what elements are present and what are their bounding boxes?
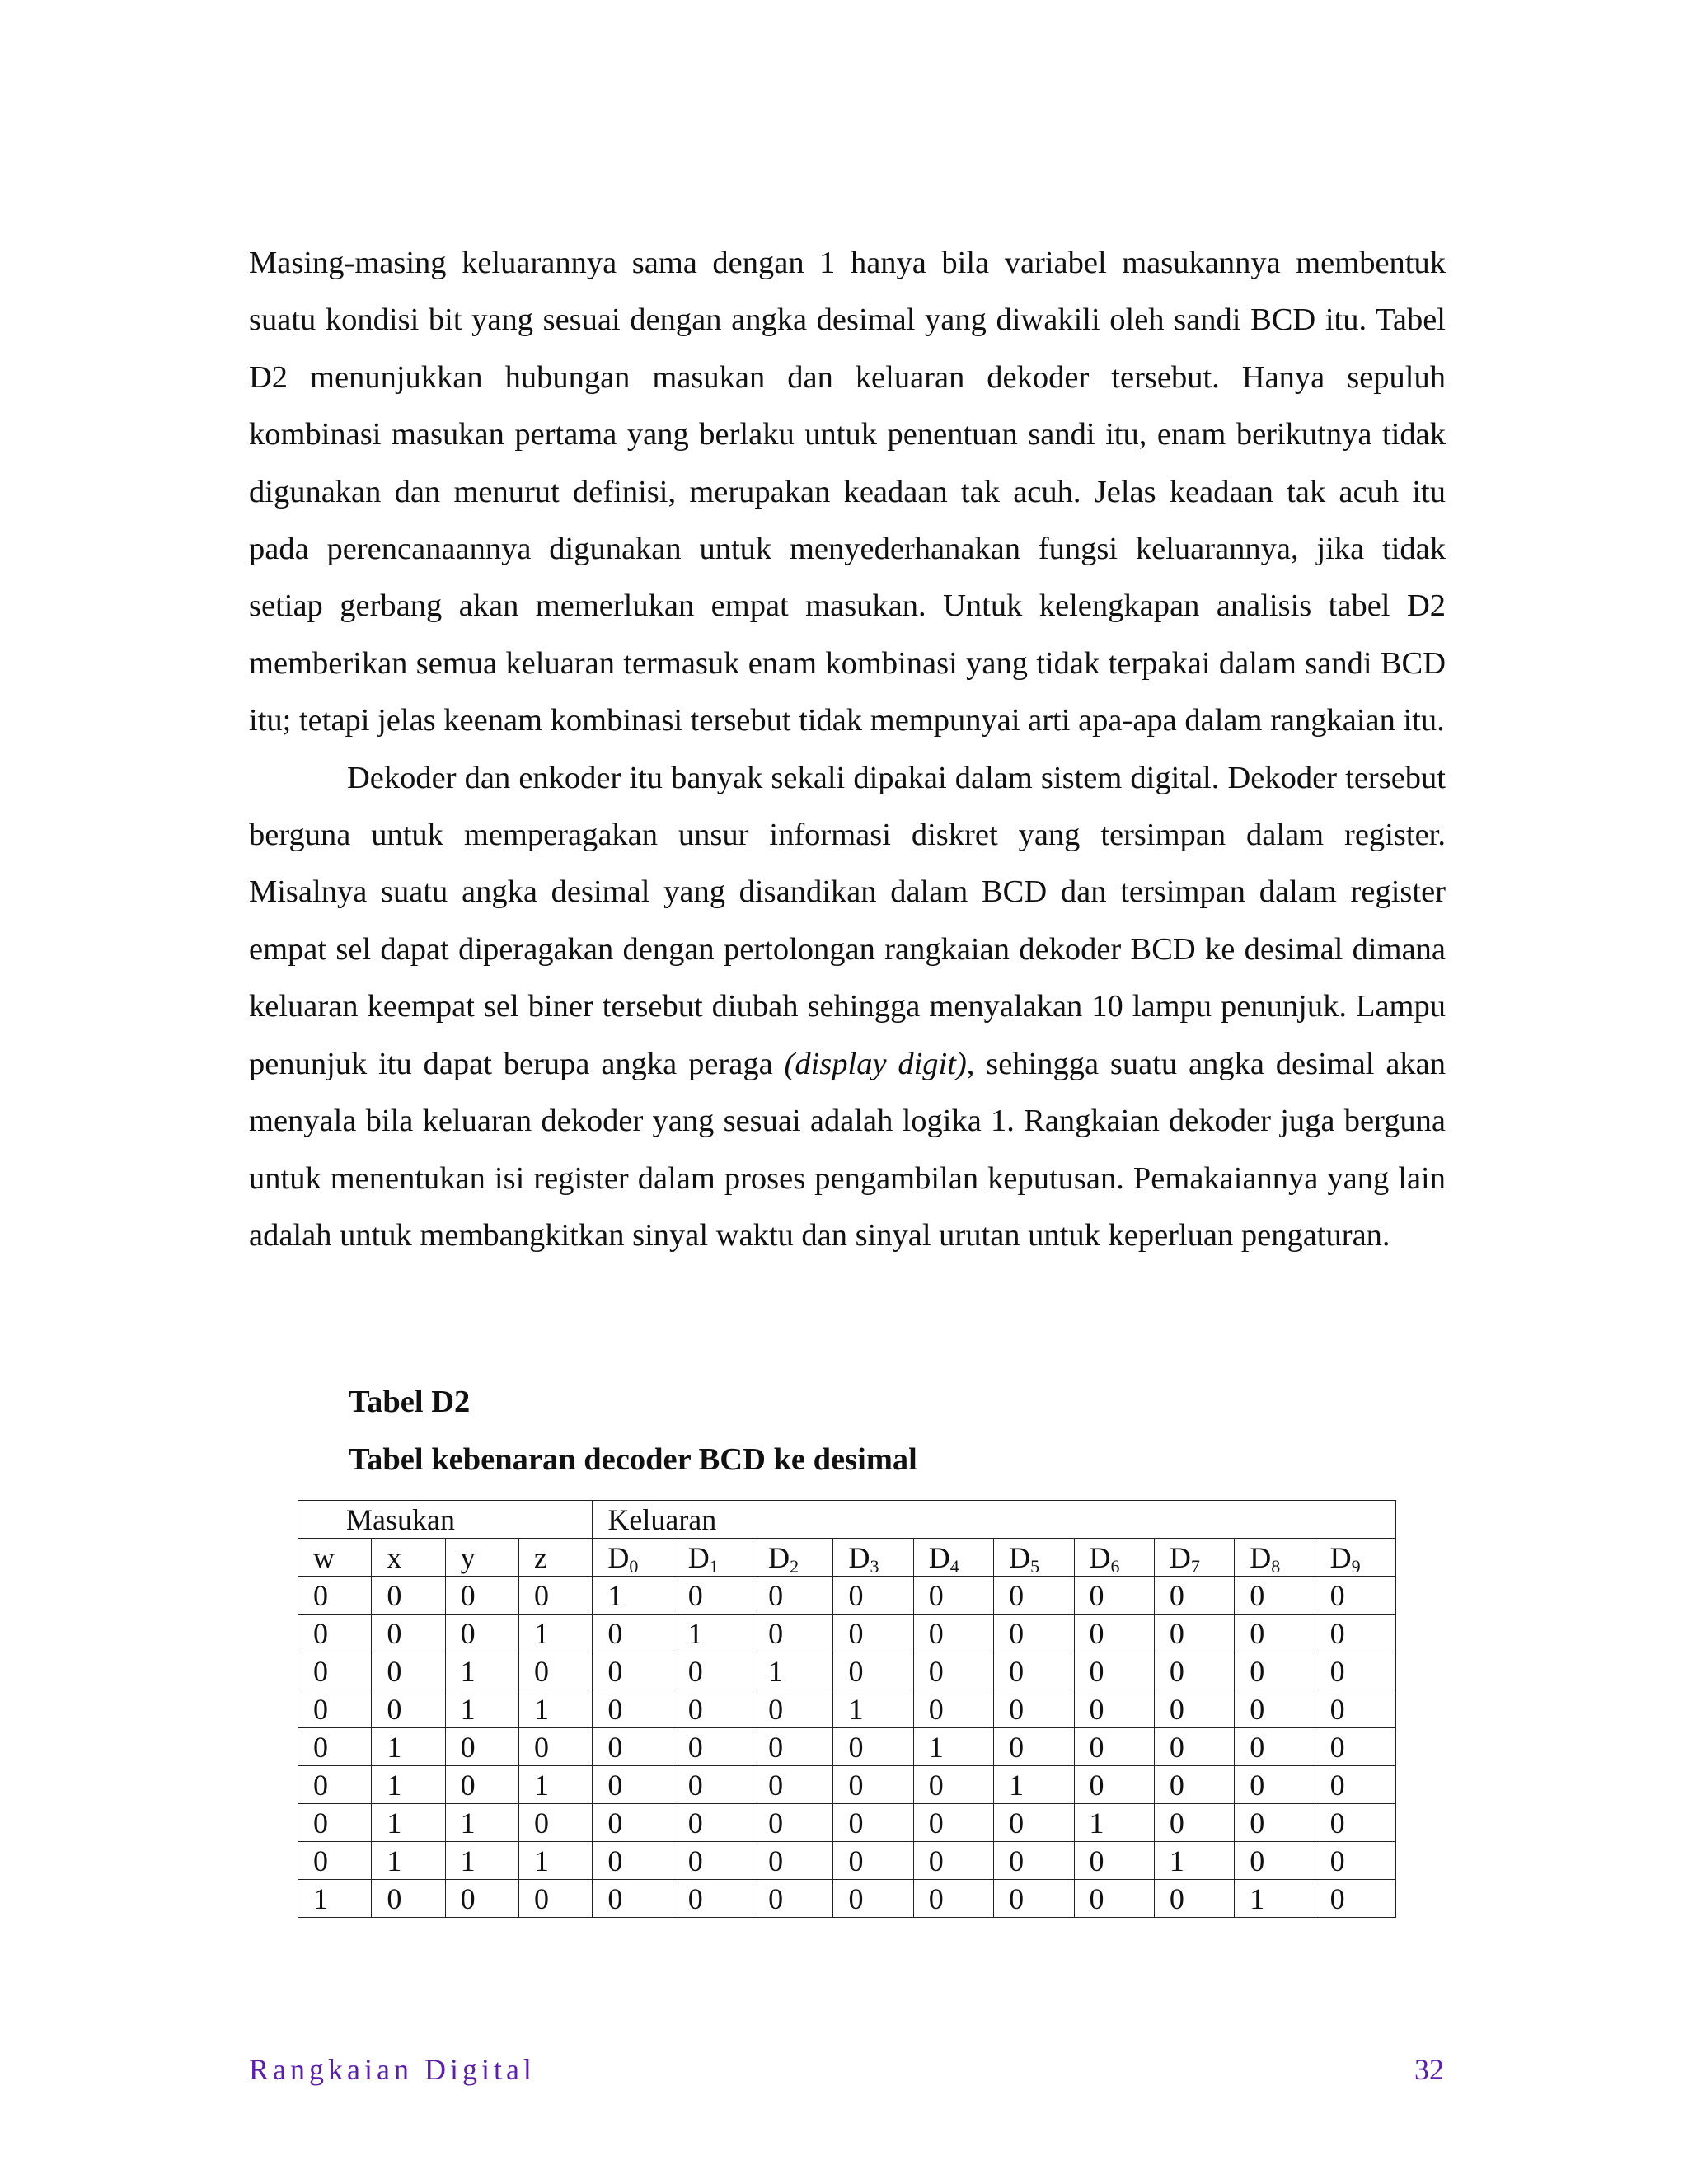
column-header-output-subscript: 0 bbox=[629, 1555, 639, 1577]
column-header-output bbox=[1235, 1539, 1315, 1577]
column-header-output-subscript: 4 bbox=[950, 1555, 959, 1577]
table-cell: 0 bbox=[673, 1880, 753, 1918]
table-cell: 0 bbox=[372, 1880, 445, 1918]
table-cell: 0 bbox=[518, 1577, 592, 1615]
paragraph-2-part-1: Dekoder dan enkoder itu banyak sekali dipakai dalam sistem digital. Dekoder tersebut berguna untuk memperagakan unsur informasi diskret yang tersimpan dalam register. Misalnya suatu angka desimal yang disandikan dalam BCD dan tersimpan dalam register empat sel dapat diperagakan dengan pertolongan rangkaian dekoder BCD ke desimal dimana keluaran keempat sel biner tersebut diubah sehingga menyalakan 10 lampu penunjuk. Lampu penunjuk itu dapat berupa angka peraga bbox=[249, 760, 1446, 1081]
column-header-input: y bbox=[445, 1539, 518, 1577]
table-cell: 0 bbox=[753, 1880, 833, 1918]
table-cell: 1 bbox=[372, 1804, 445, 1842]
table-cell: 0 bbox=[593, 1652, 673, 1690]
table-cell: 0 bbox=[1074, 1766, 1154, 1804]
table-cell: 1 bbox=[1154, 1842, 1234, 1880]
table-cell: 0 bbox=[1315, 1577, 1395, 1615]
column-header-input: w bbox=[298, 1539, 372, 1577]
table-cell: 1 bbox=[673, 1615, 753, 1652]
column-header-input: z bbox=[518, 1539, 592, 1577]
table-cell: 0 bbox=[518, 1804, 592, 1842]
table-cell: 0 bbox=[593, 1842, 673, 1880]
table-cell: 0 bbox=[298, 1615, 372, 1652]
column-header-output-prefix: D bbox=[1169, 1540, 1191, 1574]
table-cell: 0 bbox=[1315, 1880, 1395, 1918]
table-cell: 0 bbox=[1315, 1690, 1395, 1728]
table-cell: 1 bbox=[445, 1804, 518, 1842]
table-cell: 0 bbox=[1154, 1804, 1234, 1842]
table-cell: 1 bbox=[518, 1690, 592, 1728]
column-header-output bbox=[753, 1539, 833, 1577]
table-cell: 0 bbox=[445, 1577, 518, 1615]
table-cell: 0 bbox=[1315, 1728, 1395, 1766]
table-cell: 0 bbox=[913, 1880, 993, 1918]
table-cell: 0 bbox=[994, 1577, 1074, 1615]
table-cell: 0 bbox=[1154, 1690, 1234, 1728]
table-cell: 0 bbox=[298, 1804, 372, 1842]
table-cell: 0 bbox=[753, 1804, 833, 1842]
column-header-output-prefix: D bbox=[1009, 1540, 1031, 1574]
column-header-output-prefix: D bbox=[768, 1540, 790, 1574]
table-cell: 0 bbox=[1235, 1766, 1315, 1804]
table-cell: 0 bbox=[445, 1728, 518, 1766]
table-cell: 0 bbox=[1154, 1728, 1234, 1766]
table-cell: 0 bbox=[593, 1615, 673, 1652]
table-cell: 0 bbox=[1074, 1577, 1154, 1615]
table-cell: 1 bbox=[1074, 1804, 1154, 1842]
table-cell: 0 bbox=[673, 1842, 753, 1880]
paragraph-1: Masing-masing keluarannya sama dengan 1 hanya bila variabel masukannya membentuk suatu kondisi bit yang sesuai dengan angka desimal yang diwakili oleh sandi BCD itu. Tabel D2 menunjukkan hubungan masukan dan keluaran dekoder tersebut. Hanya sepuluh kombinasi masukan pertama yang berlaku untuk penentuan sandi itu, enam berikutnya tidak digunakan dan menurut definisi, merupakan keadaan tak acuh. Jelas keadaan tak acuh itu pada perencanaannya digunakan untuk menyederhanakan fungsi keluarannya, jika tidak setiap gerbang akan memerlukan empat masukan. Untuk kelengkapan analisis tabel D2 memberikan semua keluaran termasuk enam kombinasi yang tidak terpakai dalam sandi BCD itu; tetapi jelas keenam kombinasi tersebut tidak mempunyai arti apa-apa dalam rangkaian itu. bbox=[249, 246, 1446, 738]
table-cell: 0 bbox=[1315, 1842, 1395, 1880]
table-cell: 0 bbox=[913, 1652, 993, 1690]
table-cell: 0 bbox=[298, 1690, 372, 1728]
column-header-output-subscript: 8 bbox=[1271, 1555, 1281, 1577]
table-cell: 0 bbox=[753, 1615, 833, 1652]
table-cell: 0 bbox=[1074, 1652, 1154, 1690]
column-header-output bbox=[833, 1539, 913, 1577]
page-number: 32 bbox=[1414, 2053, 1444, 2086]
table-caption-label: Tabel D2 bbox=[349, 1385, 471, 1419]
column-header-output-prefix: D bbox=[1329, 1540, 1352, 1574]
table-body bbox=[298, 1577, 1396, 1918]
table-cell: 0 bbox=[673, 1728, 753, 1766]
table-row bbox=[298, 1728, 1396, 1766]
table-cell: 0 bbox=[593, 1804, 673, 1842]
table-cell: 1 bbox=[372, 1728, 445, 1766]
paragraph-2 bbox=[249, 750, 1446, 1265]
column-header-output-prefix: D bbox=[1250, 1540, 1272, 1574]
table-cell: 0 bbox=[1235, 1652, 1315, 1690]
table-cell: 0 bbox=[1154, 1766, 1234, 1804]
table-cell: 1 bbox=[753, 1652, 833, 1690]
table-cell: 0 bbox=[913, 1690, 993, 1728]
table-cell: 1 bbox=[445, 1690, 518, 1728]
table-cell: 0 bbox=[833, 1728, 913, 1766]
table-cell: 0 bbox=[753, 1728, 833, 1766]
paragraph-2-part-2: , sehingga suatu angka desimal akan menyala bila keluaran dekoder yang sesuai adalah logika 1. Rangkaian dekoder juga berguna untuk menentukan isi register dalam proses pengambilan keputusan. Pemakaiannya yang lain adalah untuk membangkitkan sinyal waktu dan sinyal urutan untuk keperluan pengaturan. bbox=[249, 1046, 1446, 1253]
table-cell: 0 bbox=[1315, 1804, 1395, 1842]
table-group-header-row bbox=[298, 1501, 1396, 1539]
table-row bbox=[298, 1690, 1396, 1728]
table-cell: 0 bbox=[593, 1766, 673, 1804]
table-cell: 0 bbox=[994, 1690, 1074, 1728]
column-header-output-prefix: D bbox=[928, 1540, 950, 1574]
table-cell: 0 bbox=[753, 1577, 833, 1615]
table-cell: 0 bbox=[372, 1615, 445, 1652]
table-row bbox=[298, 1652, 1396, 1690]
column-header-output-prefix: D bbox=[848, 1540, 870, 1574]
table-cell: 0 bbox=[994, 1804, 1074, 1842]
table-cell: 0 bbox=[298, 1577, 372, 1615]
table-cell: 0 bbox=[1235, 1615, 1315, 1652]
table-cell: 0 bbox=[445, 1880, 518, 1918]
column-header-output bbox=[1315, 1539, 1395, 1577]
column-header-output-prefix: D bbox=[1089, 1540, 1111, 1574]
table-cell: 1 bbox=[298, 1880, 372, 1918]
table-cell: 0 bbox=[518, 1652, 592, 1690]
column-header-output bbox=[593, 1539, 673, 1577]
table-cell: 0 bbox=[994, 1880, 1074, 1918]
table-cell: 0 bbox=[1074, 1728, 1154, 1766]
table-row bbox=[298, 1842, 1396, 1880]
table-cell: 1 bbox=[994, 1766, 1074, 1804]
column-header-output-subscript: 2 bbox=[790, 1555, 799, 1577]
truth-table bbox=[298, 1500, 1396, 1918]
table-cell: 0 bbox=[994, 1842, 1074, 1880]
table-cell: 1 bbox=[372, 1766, 445, 1804]
table-cell: 0 bbox=[593, 1728, 673, 1766]
table-cell: 0 bbox=[913, 1842, 993, 1880]
table-cell: 1 bbox=[518, 1842, 592, 1880]
column-header-output-subscript: 1 bbox=[709, 1555, 719, 1577]
column-header-output-subscript: 5 bbox=[1030, 1555, 1040, 1577]
table-cell: 0 bbox=[445, 1615, 518, 1652]
column-header-output bbox=[1074, 1539, 1154, 1577]
table-cell: 0 bbox=[753, 1690, 833, 1728]
table-cell: 0 bbox=[1154, 1615, 1234, 1652]
table-cell: 1 bbox=[445, 1842, 518, 1880]
paragraph-2-italic: (display digit) bbox=[784, 1046, 967, 1081]
table-row bbox=[298, 1880, 1396, 1918]
table-cell: 0 bbox=[673, 1577, 753, 1615]
table-cell: 0 bbox=[1074, 1842, 1154, 1880]
table-row bbox=[298, 1615, 1396, 1652]
table-cell: 0 bbox=[913, 1766, 993, 1804]
table-cell: 0 bbox=[913, 1804, 993, 1842]
table-cell: 0 bbox=[673, 1766, 753, 1804]
table-cell: 0 bbox=[753, 1842, 833, 1880]
body-text bbox=[249, 235, 1446, 1264]
table-column-header-row bbox=[298, 1539, 1396, 1577]
table-cell: 0 bbox=[593, 1880, 673, 1918]
table-cell: 0 bbox=[1154, 1880, 1234, 1918]
table-cell: 0 bbox=[1154, 1577, 1234, 1615]
table-cell: 1 bbox=[913, 1728, 993, 1766]
table-cell: 0 bbox=[372, 1652, 445, 1690]
table-cell: 0 bbox=[298, 1728, 372, 1766]
table-cell: 0 bbox=[994, 1615, 1074, 1652]
column-header-output bbox=[1154, 1539, 1234, 1577]
table-cell: 0 bbox=[673, 1690, 753, 1728]
table-cell: 0 bbox=[913, 1577, 993, 1615]
table-cell: 0 bbox=[1315, 1652, 1395, 1690]
table-cell: 0 bbox=[833, 1615, 913, 1652]
table-cell: 1 bbox=[518, 1615, 592, 1652]
table-cell: 0 bbox=[1235, 1728, 1315, 1766]
column-header-output bbox=[913, 1539, 993, 1577]
footer-book-title: Rangkaian Digital bbox=[249, 2053, 536, 2086]
table-cell: 1 bbox=[372, 1842, 445, 1880]
table-cell: 0 bbox=[518, 1880, 592, 1918]
table-cell: 0 bbox=[372, 1690, 445, 1728]
column-header-output-prefix: D bbox=[687, 1540, 710, 1574]
table-cell: 0 bbox=[298, 1766, 372, 1804]
table-cell: 0 bbox=[1154, 1652, 1234, 1690]
table-cell: 0 bbox=[1235, 1804, 1315, 1842]
column-header-output-subscript: 6 bbox=[1110, 1555, 1120, 1577]
column-header-output-prefix: D bbox=[607, 1540, 630, 1574]
table-cell: 1 bbox=[1235, 1880, 1315, 1918]
table-cell: 0 bbox=[1074, 1615, 1154, 1652]
table-group-header-outputs: Keluaran bbox=[593, 1501, 1396, 1539]
table-cell: 1 bbox=[833, 1690, 913, 1728]
table-cell: 0 bbox=[833, 1880, 913, 1918]
table-cell: 0 bbox=[833, 1842, 913, 1880]
column-header-output bbox=[673, 1539, 753, 1577]
table-cell: 0 bbox=[1235, 1577, 1315, 1615]
table-cell: 0 bbox=[833, 1577, 913, 1615]
table-row bbox=[298, 1577, 1396, 1615]
table-row bbox=[298, 1804, 1396, 1842]
table-cell: 0 bbox=[753, 1766, 833, 1804]
column-header-output-subscript: 9 bbox=[1351, 1555, 1361, 1577]
table-cell: 0 bbox=[298, 1652, 372, 1690]
table-cell: 0 bbox=[298, 1842, 372, 1880]
table-cell: 0 bbox=[518, 1728, 592, 1766]
table-cell: 0 bbox=[994, 1728, 1074, 1766]
table-caption-title: Tabel kebenaran decoder BCD ke desimal bbox=[349, 1442, 917, 1477]
table-cell: 0 bbox=[593, 1690, 673, 1728]
table-cell: 1 bbox=[518, 1766, 592, 1804]
table-cell: 0 bbox=[1235, 1690, 1315, 1728]
column-header-output bbox=[994, 1539, 1074, 1577]
table-cell: 0 bbox=[1315, 1615, 1395, 1652]
table-cell: 0 bbox=[1074, 1880, 1154, 1918]
table-cell: 0 bbox=[833, 1652, 913, 1690]
table-cell: 0 bbox=[833, 1804, 913, 1842]
table-cell: 0 bbox=[994, 1652, 1074, 1690]
table-cell: 1 bbox=[593, 1577, 673, 1615]
table-cell: 0 bbox=[372, 1577, 445, 1615]
column-header-input: x bbox=[372, 1539, 445, 1577]
column-header-output-subscript: 3 bbox=[870, 1555, 879, 1577]
table-cell: 0 bbox=[673, 1652, 753, 1690]
column-header-output-subscript: 7 bbox=[1190, 1555, 1200, 1577]
table-cell: 0 bbox=[913, 1615, 993, 1652]
table-group-header-inputs: Masukan bbox=[298, 1501, 593, 1539]
table-cell: 1 bbox=[445, 1652, 518, 1690]
table-cell: 0 bbox=[833, 1766, 913, 1804]
table-cell: 0 bbox=[1315, 1766, 1395, 1804]
table-cell: 0 bbox=[673, 1804, 753, 1842]
table-row bbox=[298, 1766, 1396, 1804]
table-cell: 0 bbox=[445, 1766, 518, 1804]
table-cell: 0 bbox=[1074, 1690, 1154, 1728]
table-cell: 0 bbox=[1235, 1842, 1315, 1880]
